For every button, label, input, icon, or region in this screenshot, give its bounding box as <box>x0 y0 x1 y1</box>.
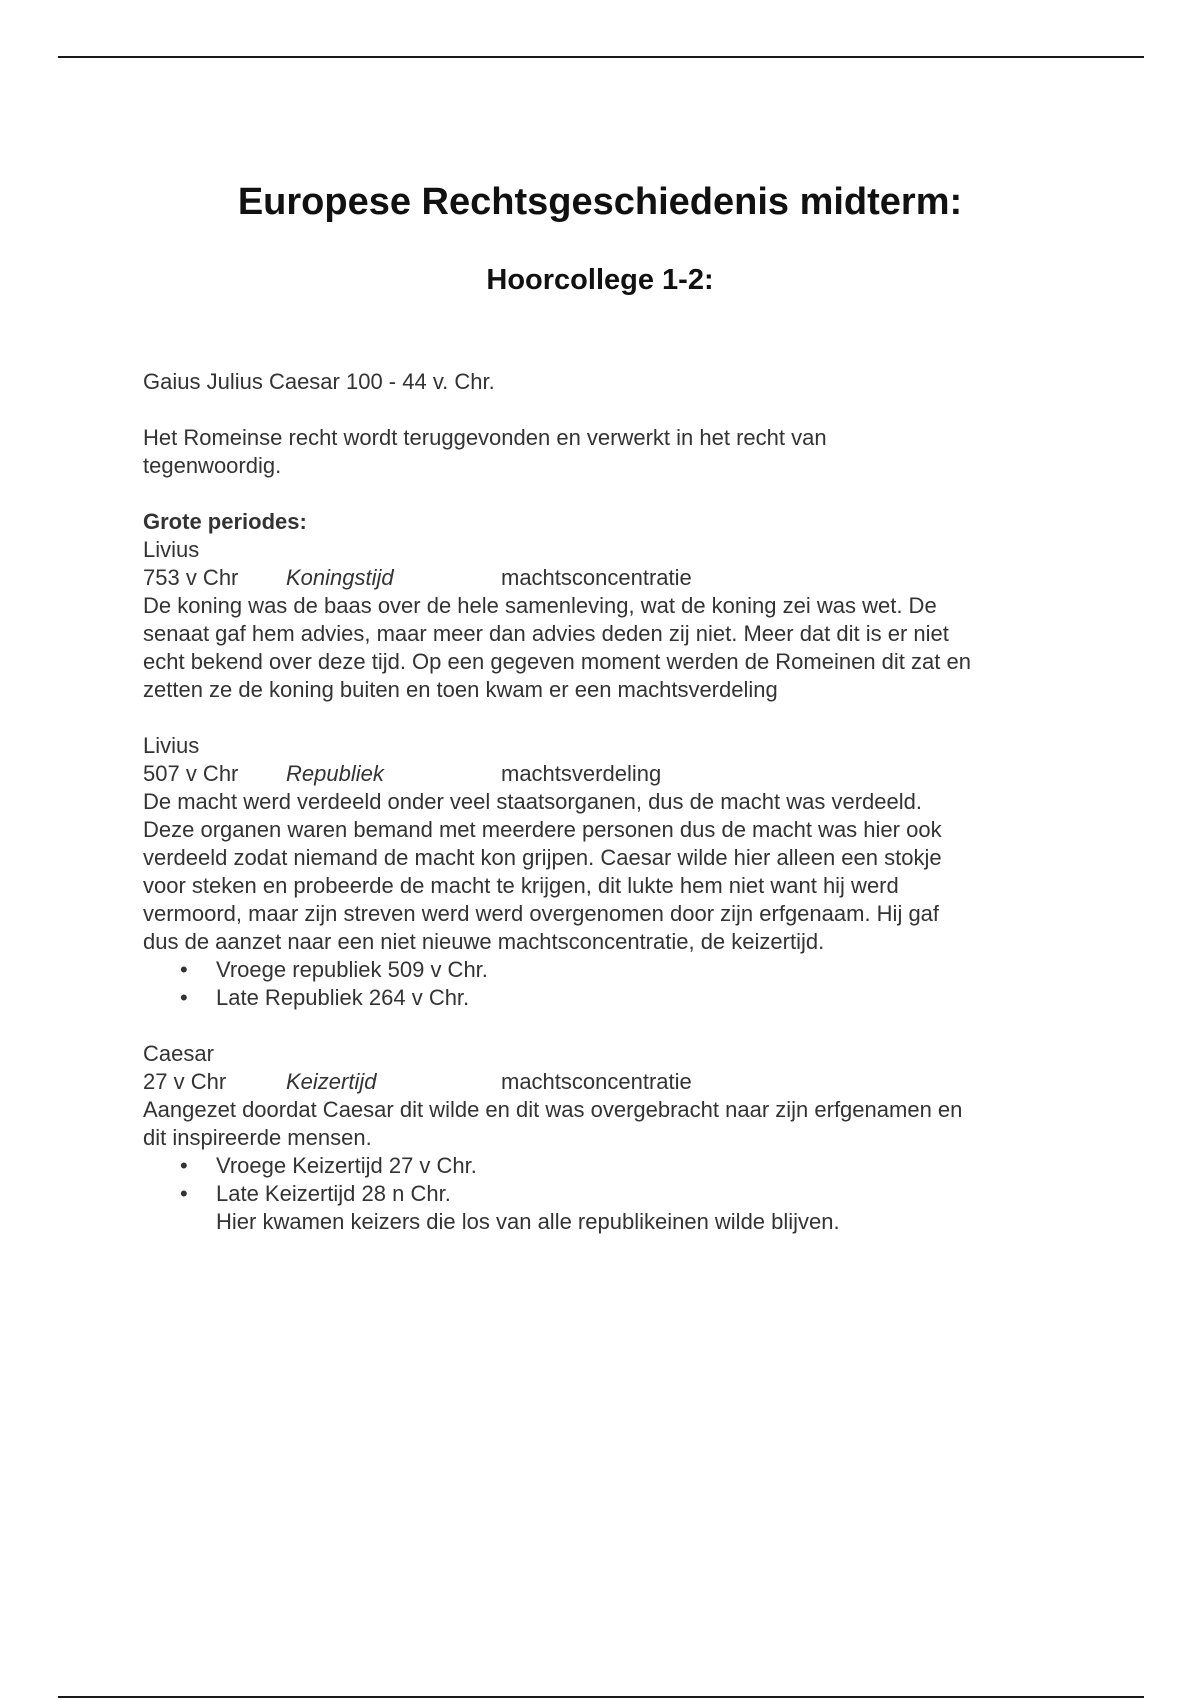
paragraph-line: echt bekend over deze tijd. Op een gegeven moment werden de Romeinen dit zat en <box>143 649 971 674</box>
paragraph-line: De koning was de baas over de hele samenleving, wat de koning zei was wet. De <box>143 593 937 618</box>
list-item-text: Late Republiek 264 v Chr. <box>216 985 470 1010</box>
list-item <box>143 1180 1073 1208</box>
intro-roman-law-line: Het Romeinse recht wordt teruggevonden en verwerkt in het recht van <box>143 425 827 450</box>
period-type: machtsconcentratie <box>501 1069 692 1094</box>
paragraph-line: Aangezet doordat Caesar dit wilde en dit was overgebracht naar zijn erfgenamen en <box>143 1097 963 1122</box>
period-year: 507 v Chr <box>143 761 239 786</box>
period-type: machtsverdeling <box>501 761 662 786</box>
list-item-text: Vroege Keizertijd 27 v Chr. <box>216 1153 477 1178</box>
bullet-icon: • <box>180 985 188 1010</box>
period-name: Koningstijd <box>286 565 394 590</box>
paragraph-line: voor steken en probeerde de macht te krijgen, dit lukte hem niet want hij werd <box>143 873 899 898</box>
period-row-keizertijd <box>143 1068 1073 1096</box>
period-type: machtsconcentratie <box>501 565 692 590</box>
period-name: Keizertijd <box>286 1069 377 1094</box>
footer-rule <box>58 1696 1144 1698</box>
list-item <box>143 984 1073 1012</box>
period-source: Livius <box>143 537 200 562</box>
periods-heading: Grote periodes: <box>143 509 307 534</box>
bullet-list-keizertijd <box>143 1152 1073 1208</box>
period-row-republiek <box>143 760 1073 788</box>
intro-caesar: Gaius Julius Caesar 100 - 44 v. Chr. <box>143 369 495 394</box>
paragraph-line: verdeeld zodat niemand de macht kon grijpen. Caesar wilde hier alleen een stokje <box>143 845 942 870</box>
period-source: Caesar <box>143 1041 214 1066</box>
bullet-icon: • <box>180 957 188 982</box>
period-note: Hier kwamen keizers die los van alle republikeinen wilde blijven. <box>216 1209 840 1234</box>
paragraph-line: senaat gaf hem advies, maar meer dan advies deden zij niet. Meer dat dit is er niet <box>143 621 949 646</box>
intro-roman-law-line: tegenwoordig. <box>143 453 282 478</box>
paragraph-line: dit inspireerde mensen. <box>143 1125 372 1150</box>
bullet-icon: • <box>180 1153 188 1178</box>
document-subtitle: Hoorcollege 1-2: <box>486 264 714 296</box>
list-item <box>143 956 1073 984</box>
paragraph-line: Deze organen waren bemand met meerdere personen dus de macht was hier ook <box>143 817 942 842</box>
period-year: 27 v Chr <box>143 1069 227 1094</box>
list-item-text: Vroege republiek 509 v Chr. <box>216 957 488 982</box>
paragraph-line: vermoord, maar zijn streven werd werd overgenomen door zijn erfgenaam. Hij gaf <box>143 901 940 926</box>
list-item <box>143 1152 1073 1180</box>
period-source: Livius <box>143 733 200 758</box>
period-year: 753 v Chr <box>143 565 239 590</box>
paragraph-line: dus de aanzet naar een niet nieuwe machtsconcentratie, de keizertijd. <box>143 929 825 954</box>
bullet-list-republiek <box>143 956 1073 1012</box>
paragraph-line: zetten ze de koning buiten en toen kwam er een machtsverdeling <box>143 677 778 702</box>
period-row-koningstijd <box>143 564 1073 592</box>
header-rule <box>58 56 1144 58</box>
document-title: Europese Rechtsgeschiedenis midterm: <box>237 181 963 223</box>
period-name: Republiek <box>286 761 384 786</box>
document-body <box>143 368 1073 1236</box>
paragraph-line: De macht werd verdeeld onder veel staatsorganen, dus de macht was verdeeld. <box>143 789 922 814</box>
list-item-text: Late Keizertijd 28 n Chr. <box>216 1181 451 1206</box>
bullet-icon: • <box>180 1181 188 1206</box>
